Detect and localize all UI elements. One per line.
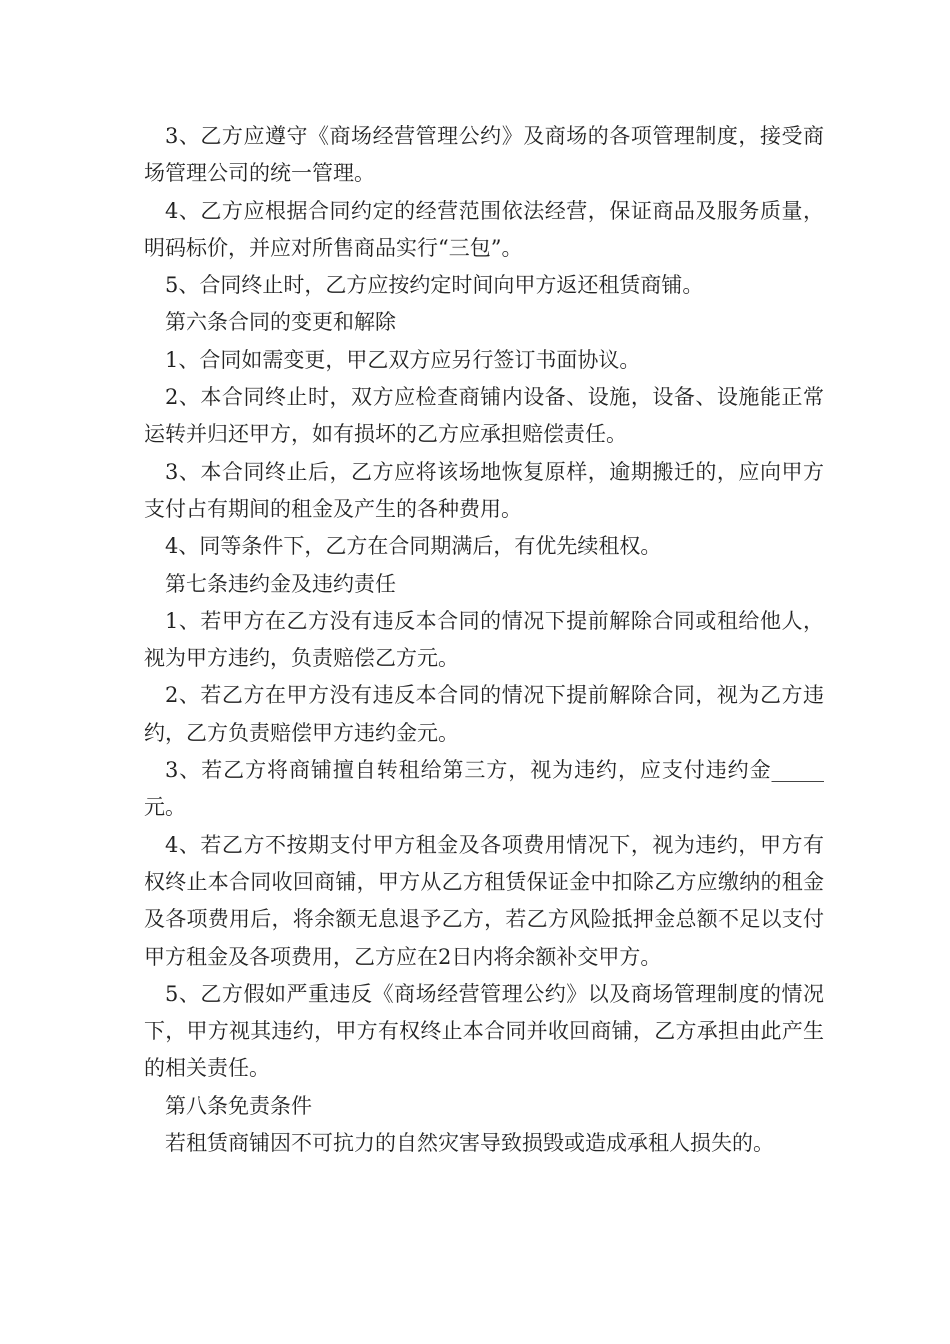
clause-5-item-3: 3、乙方应遵守《商场经营管理公约》及商场的各项管理制度，接受商场管理公司的统一管理。: [144, 124, 824, 186]
clause-6-item-4: 4、同等条件下，乙方在合同期满后，有优先续租权。: [165, 534, 662, 559]
clause-6-item-1: 1、合同如需变更，甲乙双方应另行签订书面协议。: [165, 347, 641, 372]
clause-8-body: 若租赁商铺因不可抗力的自然灾害导致损毁或造成承租人损失的。: [165, 1131, 774, 1156]
clause-7-item-2: 2、若乙方在甲方没有违反本合同的情况下提前解除合同，视为乙方违约，乙方负责赔偿甲方违约金元。: [144, 683, 824, 745]
clause-5-item-4: 4、乙方应根据合同约定的经营范围依法经营，保证商品及服务质量，明码标价，并应对所售商品实行“三包”。: [144, 198, 824, 260]
clause-8-heading: 第八条免责条件: [165, 1093, 312, 1118]
clause-5-item-5: 5、合同终止时，乙方应按约定时间向甲方返还租赁商铺。: [165, 273, 704, 298]
clause-7-heading: 第七条违约金及违约责任: [165, 571, 396, 596]
clause-6-item-2: 2、本合同终止时，双方应检查商铺内设备、设施，设备、设施能正常运转并归还甲方，如有损坏的乙方应承担赔偿责任。: [144, 385, 824, 447]
clause-6-heading: 第六条合同的变更和解除: [165, 310, 396, 335]
clause-6-item-3: 3、本合同终止后，乙方应将该场地恢复原样，逾期搬迁的，应向甲方支付占有期间的租金及产生的各种费用。: [144, 459, 824, 521]
clause-7-item-4: 4、若乙方不按期支付甲方租金及各项费用情况下，视为违约，甲方有权终止本合同收回商铺，甲方从乙方租赁保证金中扣除乙方应缴纳的租金及各项费用后，将余额无息退予乙方，若乙方风险抵押金总额不足以支付甲方租金及各项费用，乙方应在2日内将余额补交甲方。: [144, 832, 824, 969]
clause-7-item-5: 5、乙方假如严重违反《商场经营管理公约》以及商场管理制度的情况下，甲方视其违约，甲方有权终止本合同并收回商铺，乙方承担由此产生的相关责任。: [144, 981, 824, 1081]
document-body: [144, 118, 824, 1162]
clause-7-item-1: 1、若甲方在乙方没有违反本合同的情况下提前解除合同或租给他人，视为甲方违约，负责赔偿乙方元。: [144, 608, 824, 671]
clause-7-item-3: 3、若乙方将商铺擅自转租给第三方，视为违约，应支付违约金_____元。: [144, 758, 824, 820]
